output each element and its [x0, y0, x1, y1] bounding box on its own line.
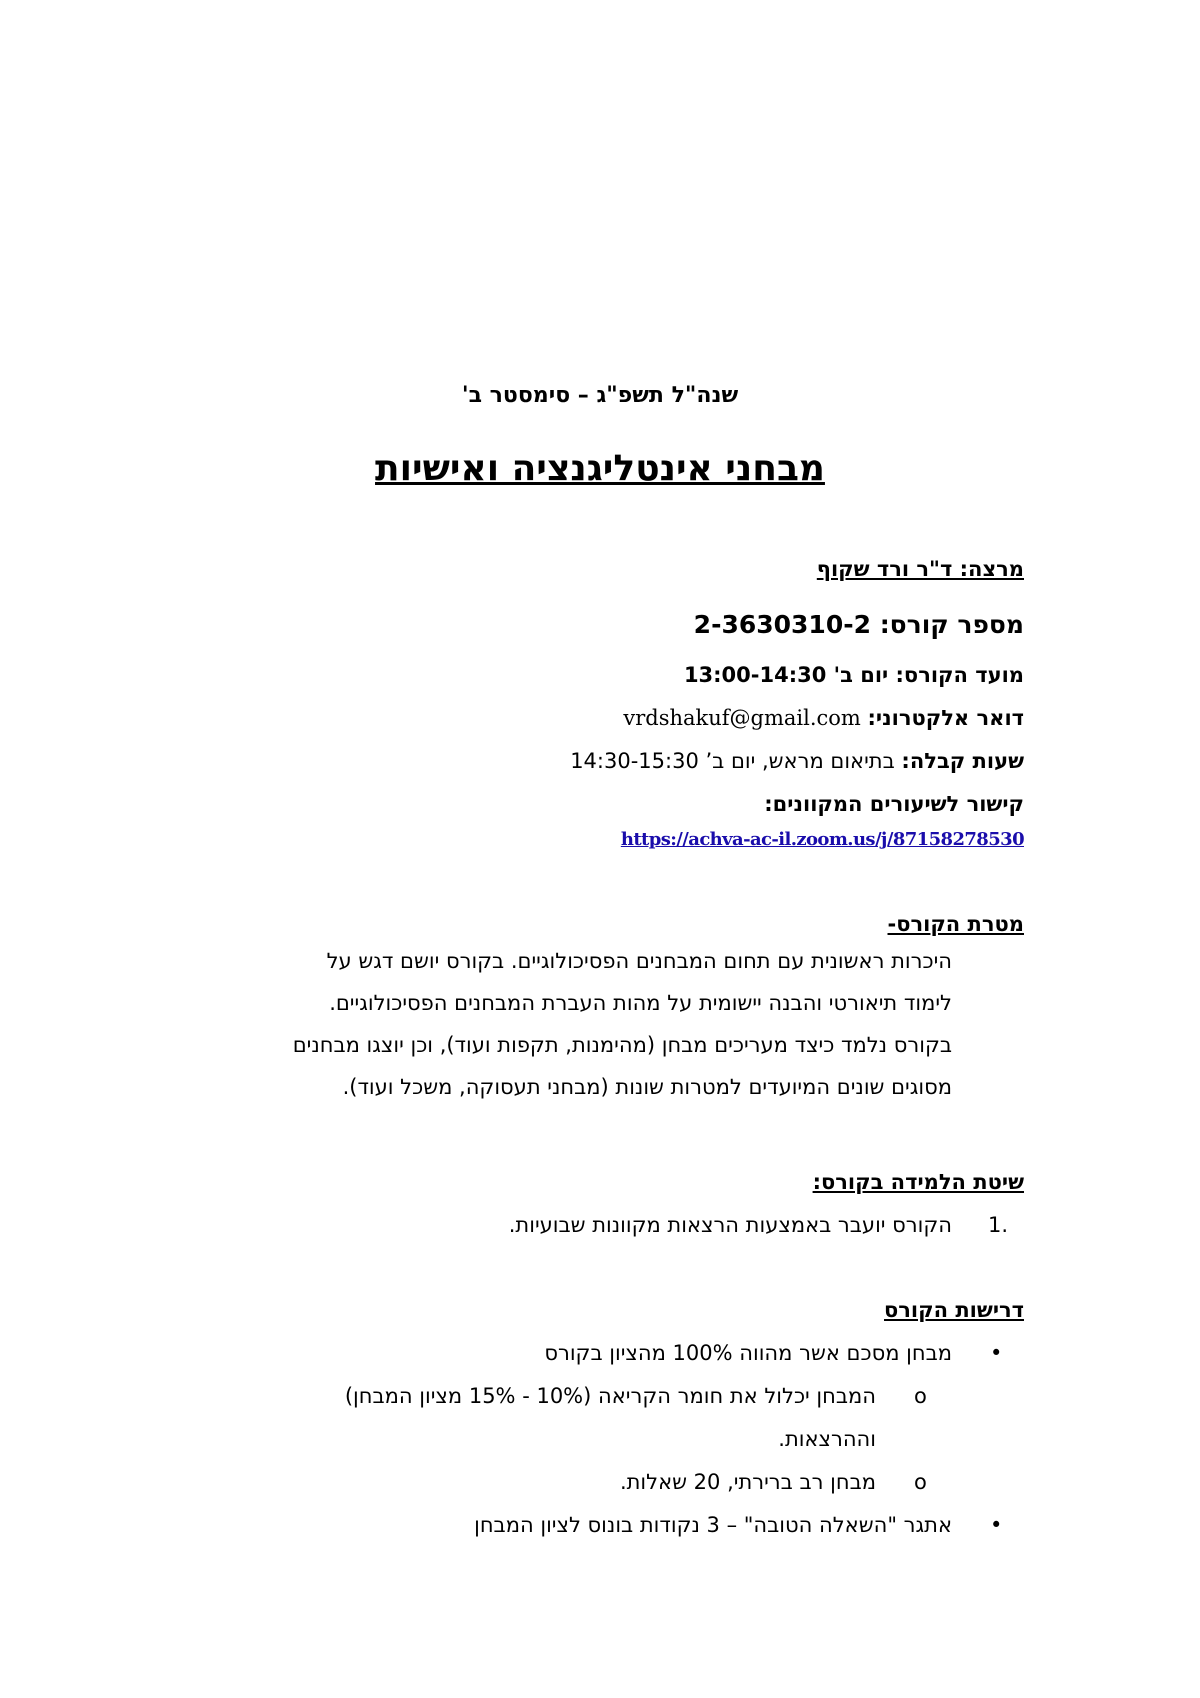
requirement-item: מבחן מסכם אשר מהווה 100% מהציון בקורס	[544, 1341, 952, 1365]
office-hours-row	[570, 749, 1024, 773]
goal-line: לימוד תיאורטי והבנה יישומית על מהות העברת המבחנים הפסיכולוגיים.	[329, 991, 952, 1015]
course-number: מספר קורס: 2-3630310-2	[693, 610, 1024, 639]
bullet-icon: •	[990, 1341, 1003, 1365]
office-hours-label: שעות קבלה:	[901, 749, 1024, 773]
year-semester: שנה"ל תשפ"ג – סימסטר ב'	[461, 383, 739, 408]
list-number-marker: 1.	[988, 1213, 1009, 1237]
goal-line: מסוגים שונים המיועדים למטרות שונות (מבחני תעסוקה, משכל ועוד).	[342, 1075, 952, 1099]
requirements-heading: דרישות הקורס	[884, 1298, 1024, 1322]
goal-line: בקורס נלמד כיצד מעריכים מבחן (מהימנות, תקפות ועוד), וכן יוצגו מבחנים	[292, 1033, 952, 1057]
online-lessons-label: קישור לשיעורים המקוונים:	[764, 792, 1024, 816]
zoom-link[interactable]: https://achva-ac-il.zoom.us/j/87158278530	[620, 829, 1024, 850]
course-goal-paragraph	[192, 940, 952, 1108]
learning-method-item: הקורס יועבר באמצעות הרצאות מקוונות שבועיות.	[508, 1213, 952, 1237]
requirement-sub-item-continued: וההרצאות.	[778, 1427, 876, 1451]
sub-bullet-icon: o	[914, 1470, 927, 1494]
bullet-icon: •	[990, 1513, 1003, 1537]
requirement-item: אתגר "השאלה הטובה" – 3 נקודות בונוס לציון המבחן	[474, 1513, 952, 1537]
email-value: vrdshakuf@gmail.com	[623, 706, 861, 730]
lecturer: מרצה: ד"ר ורד שקוף	[816, 557, 1024, 581]
requirement-sub-item: מבחן רב ברירתי, 20 שאלות.	[619, 1470, 876, 1494]
office-hours-value: בתיאום מראש, יום ב’ 14:30-15:30	[570, 749, 895, 773]
email-label: דואר אלקטרוני:	[867, 706, 1024, 730]
sub-bullet-icon: o	[914, 1384, 927, 1408]
course-title: מבחני אינטליגנציה ואישיות	[375, 448, 825, 489]
learning-method-heading: שיטת הלמידה בקורס:	[812, 1170, 1024, 1194]
requirement-sub-item: המבחן יכלול את חומר הקריאה (10% - 15% מציון המבחן)	[344, 1384, 876, 1408]
email-row	[623, 706, 1024, 730]
course-goal-heading: מטרת הקורס-	[887, 912, 1024, 936]
goal-line: היכרות ראשונית עם תחום המבחנים הפסיכולוגיים. בקורס יושם דגש על	[326, 949, 952, 973]
course-schedule: מועד הקורס: יום ב' 13:00-14:30	[683, 663, 1024, 687]
